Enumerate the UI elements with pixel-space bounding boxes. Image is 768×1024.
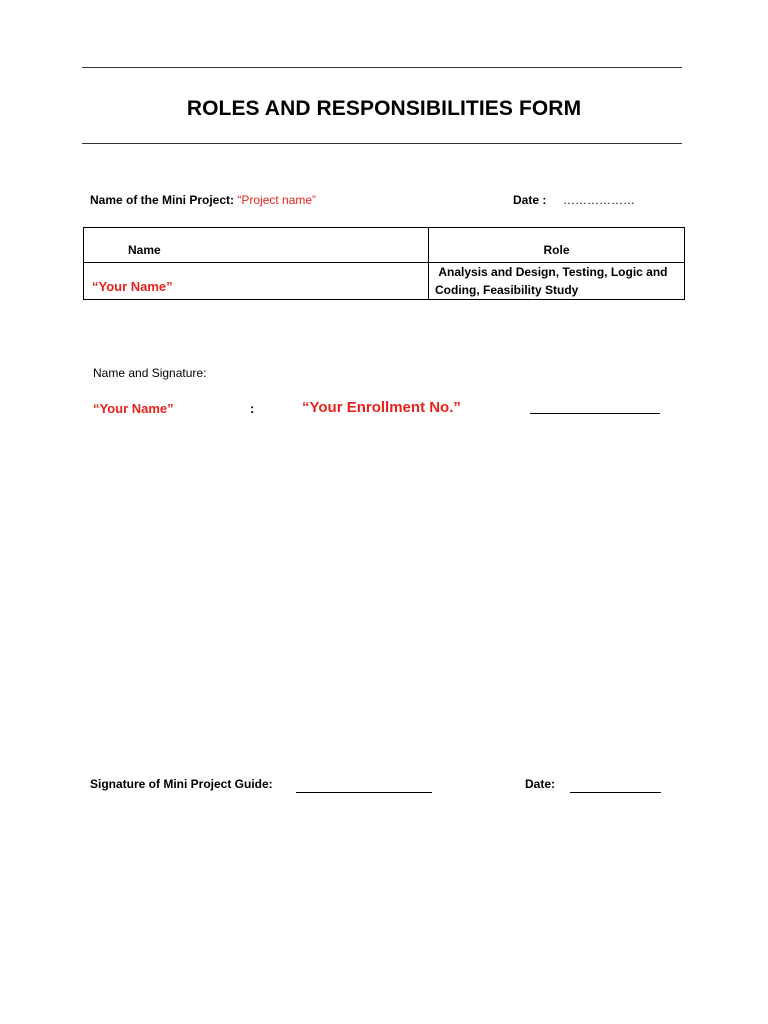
row-role-cell bbox=[429, 263, 685, 300]
roles-table bbox=[83, 227, 685, 300]
signature-separator: : bbox=[250, 401, 255, 416]
row-name[interactable]: “Your Name” bbox=[92, 278, 173, 294]
guide-signature-label: Signature of Mini Project Guide: bbox=[90, 777, 273, 791]
table-header-row bbox=[84, 228, 685, 263]
form-title: ROLES AND RESPONSIBILITIES FORM bbox=[186, 97, 582, 120]
project-name-label: Name of the Mini Project: bbox=[90, 193, 238, 207]
date-label: Date : bbox=[513, 193, 547, 207]
top-rule bbox=[82, 67, 682, 68]
project-line bbox=[90, 193, 316, 207]
student-signature-line[interactable] bbox=[530, 413, 660, 414]
table-row bbox=[84, 263, 685, 300]
name-signature-label: Name and Signature: bbox=[93, 366, 207, 380]
date-value[interactable]: ……………… bbox=[563, 193, 635, 207]
header-role-cell bbox=[429, 228, 685, 263]
row-name-cell bbox=[84, 263, 429, 300]
guide-date-line[interactable] bbox=[570, 792, 661, 793]
row-role[interactable]: Analysis and Design, Testing, Logic and Coding, Feasibility Study bbox=[435, 265, 671, 297]
title-rule bbox=[82, 143, 682, 144]
enrollment-no[interactable]: “Your Enrollment No.” bbox=[302, 399, 461, 416]
signature-your-name[interactable]: “Your Name” bbox=[93, 401, 174, 416]
header-name-cell bbox=[84, 228, 429, 263]
guide-signature-line[interactable] bbox=[296, 792, 432, 793]
header-name: Name bbox=[128, 243, 161, 257]
header-role: Role bbox=[543, 243, 570, 257]
project-name-value[interactable]: “Project name” bbox=[237, 193, 317, 207]
guide-date-label: Date: bbox=[525, 777, 556, 791]
